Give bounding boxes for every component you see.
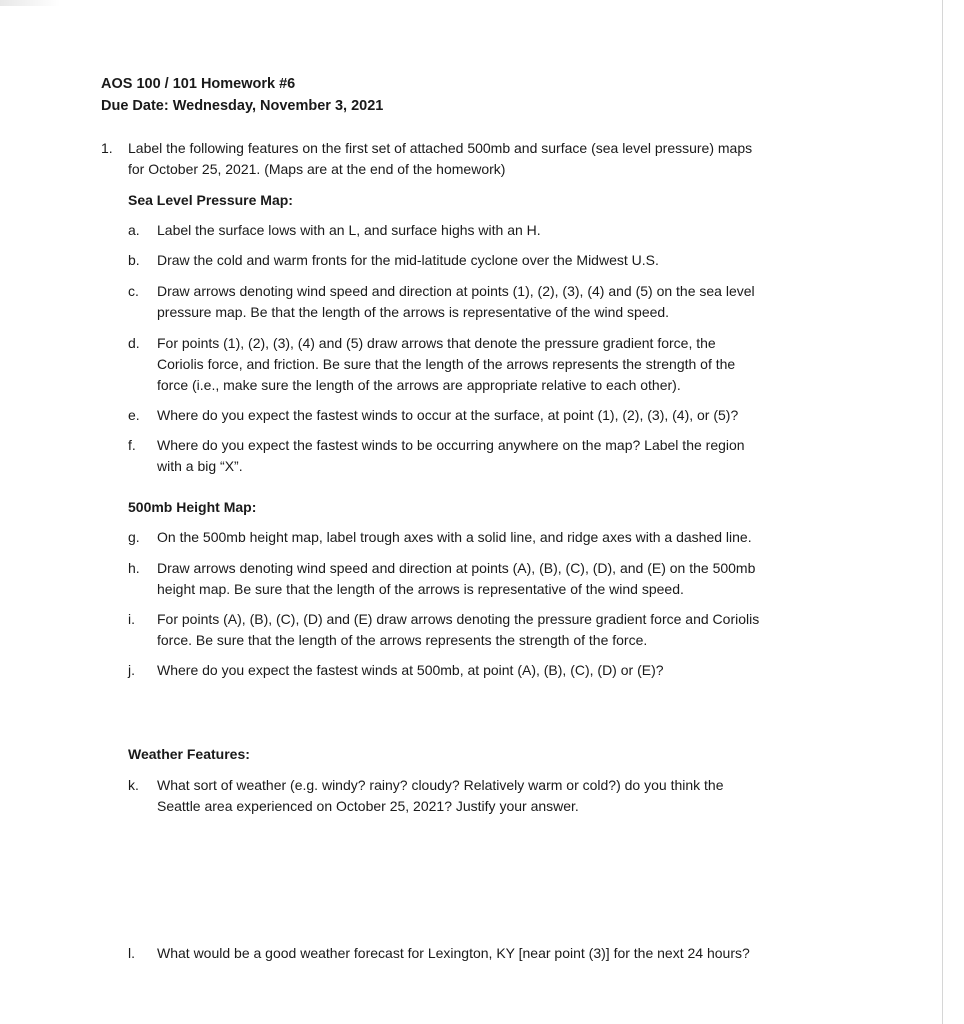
item-c-line: pressure map. Be that the length of the arrows is representative of the wind speed. (157, 304, 670, 320)
item-letter: e. (128, 407, 140, 423)
item-l-line: What would be a good weather forecast for Lexington, KY [near point (3)] for the next 24 hours? (157, 945, 750, 961)
item-b-line: Draw the cold and warm fronts for the mid-latitude cyclone over the Midwest U.S. (157, 252, 659, 268)
item-letter: b. (128, 252, 140, 268)
item-letter: j. (128, 662, 135, 678)
item-letter: i. (128, 611, 135, 627)
item-f-line: Where do you expect the fastest winds to be occurring anywhere on the map? Label the region (157, 437, 745, 453)
item-i-line: force. Be sure that the length of the arrows represents the strength of the force. (157, 632, 648, 648)
item-d-line: For points (1), (2), (3), (4) and (5) draw arrows that denote the pressure gradient force, the (157, 335, 716, 351)
item-i-line: For points (A), (B), (C), (D) and (E) draw arrows denoting the pressure gradient force and Coriolis (157, 611, 760, 627)
item-letter: g. (128, 529, 140, 545)
item-c-line: Draw arrows denoting wind speed and direction at points (1), (2), (3), (4) and (5) on the sea level (157, 283, 755, 299)
item-letter: d. (128, 335, 140, 351)
question-line: for October 25, 2021. (Maps are at the end of the homework) (128, 161, 506, 177)
item-letter: l. (128, 945, 135, 961)
item-letter: f. (128, 437, 136, 453)
item-f-line: with a big “X”. (157, 458, 243, 474)
item-h-line: Draw arrows denoting wind speed and direction at points (A), (B), (C), (D), and (E) on the 500mb (157, 560, 756, 576)
item-letter: h. (128, 560, 140, 576)
item-letter: a. (128, 222, 140, 238)
item-e-line: Where do you expect the fastest winds to occur at the surface, at point (1), (2), (3), (4), or (5)? (157, 407, 739, 423)
item-a-line: Label the surface lows with an L, and surface highs with an H. (157, 222, 541, 238)
document-header (101, 73, 383, 117)
section-title-500mb: 500mb Height Map: (128, 499, 257, 515)
item-d-line: Coriolis force, and friction. Be sure that the length of the arrows represents the strength of the (157, 356, 736, 372)
item-d-line: force (i.e., make sure the length of the arrows are appropriate relative to each other). (157, 377, 681, 393)
item-h-line: height map. Be sure that the length of the arrows is representative of the wind speed. (157, 581, 684, 597)
question-line: Label the following features on the first set of attached 500mb and surface (sea level pressure) maps (128, 140, 753, 156)
item-g-line: On the 500mb height map, label trough axes with a solid line, and ridge axes with a dashed line. (157, 529, 752, 545)
item-letter: k. (128, 777, 139, 793)
item-k-line: What sort of weather (e.g. windy? rainy? cloudy? Relatively warm or cold?) do you think the (157, 777, 724, 793)
page-corner-shadow (0, 0, 60, 6)
question-number: 1. (101, 140, 113, 156)
item-k-line: Seattle area experienced on October 25, 2021? Justify your answer. (157, 798, 579, 814)
due-date: Due Date: Wednesday, November 3, 2021 (101, 98, 384, 114)
homework-title: AOS 100 / 101 Homework #6 (101, 76, 296, 92)
item-j-line: Where do you expect the fastest winds at 500mb, at point (A), (B), (C), (D) or (E)? (157, 662, 664, 678)
item-letter: c. (128, 283, 139, 299)
page-right-edge (942, 0, 943, 1024)
section-title-slp: Sea Level Pressure Map: (128, 192, 293, 208)
section-title-weather: Weather Features: (128, 746, 250, 762)
